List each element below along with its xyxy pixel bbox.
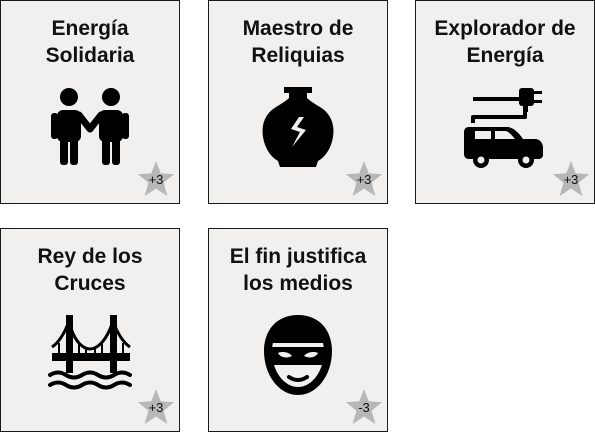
achievement-title: El fin justifica los medios (229, 245, 367, 295)
points-value: +3 (148, 400, 164, 415)
masked-bandit-icon (256, 313, 340, 397)
broken-vase-icon (256, 85, 340, 169)
points-badge (137, 160, 175, 198)
points-badge (345, 160, 383, 198)
achievement-card-explorador-de-energia[interactable] (415, 0, 595, 204)
points-badge (345, 388, 383, 426)
achievement-card-el-fin-justifica-los-medios[interactable] (208, 228, 388, 432)
points-value: +3 (563, 172, 579, 187)
points-badge (552, 160, 590, 198)
achievement-card-energia-solidaria[interactable] (0, 0, 180, 204)
points-value: +3 (356, 172, 372, 187)
points-badge (137, 388, 175, 426)
electric-car-icon (463, 85, 547, 169)
achievement-title: Maestro de Reliquias (242, 17, 354, 67)
points-value: -3 (358, 400, 370, 415)
achievement-title: Explorador de Energía (434, 17, 576, 67)
achievement-title: Rey de los Cruces (37, 245, 143, 295)
holding-hands-icon (48, 85, 132, 169)
achievement-card-maestro-de-reliquias[interactable] (208, 0, 388, 204)
bridge-icon (48, 313, 132, 397)
achievement-card-rey-de-los-cruces[interactable] (0, 228, 180, 432)
points-value: +3 (148, 172, 164, 187)
achievement-title: Energía Solidaria (45, 17, 135, 67)
